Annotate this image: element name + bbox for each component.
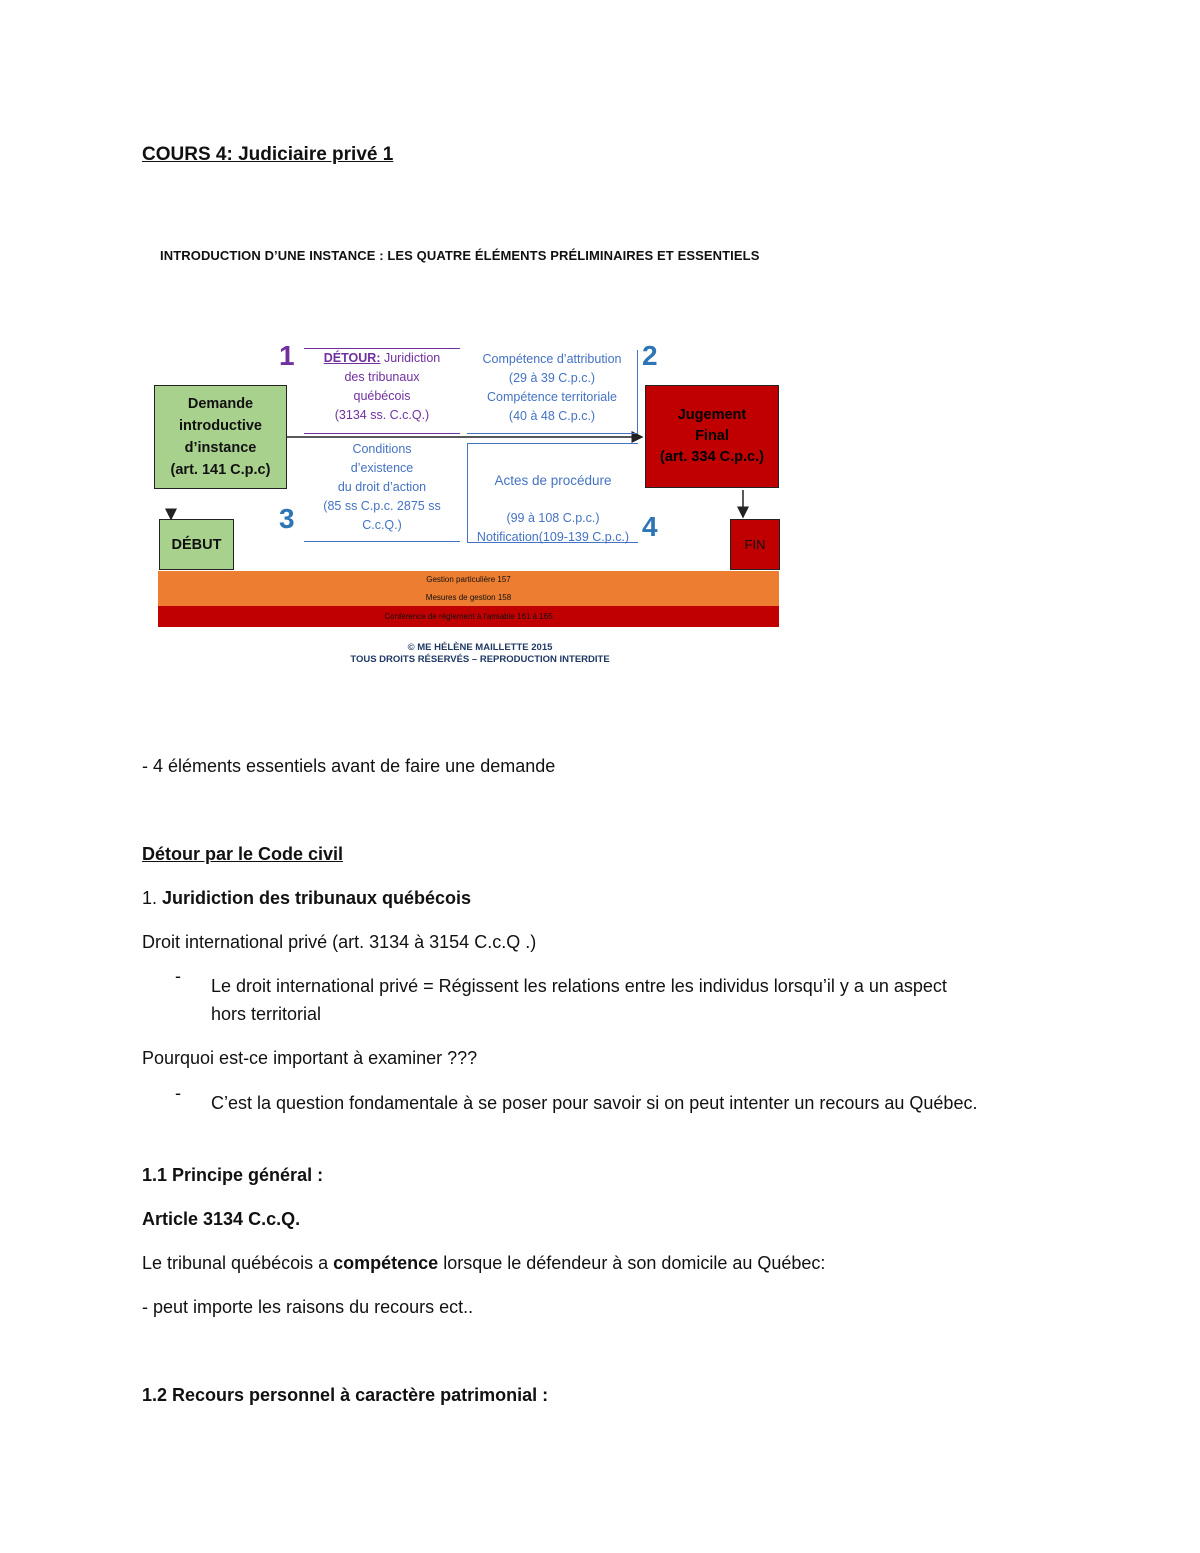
band-mesures-gestion: Mesures de gestion 158 xyxy=(158,588,779,606)
band-conference-reglement: Conférence de règlement à l'amiable 161 à 165 xyxy=(158,606,779,627)
debut-box: DÉBUT xyxy=(159,519,234,570)
bullet-mark-2: - xyxy=(175,1083,181,1103)
competence-line-a: Le tribunal québécois a xyxy=(142,1253,334,1273)
heading-1-text: Juridiction des tribunaux québécois xyxy=(162,888,472,908)
panel-juridiction-text: Juridiction des tribunaux québécois (3134 ss. C.c.Q.) xyxy=(334,351,441,422)
panel-actes-refs: (99 à 108 C.p.c.) Notification(109-139 C.p.c.) xyxy=(476,511,630,544)
panel-juridiction xyxy=(304,348,460,434)
bullet-1-line-a: Le droit international privé = Régissent les relations entre les individus lorsqu’il y a un aspect xyxy=(211,976,947,996)
panel-actes-title: Actes de procédure xyxy=(494,473,612,488)
peu-importe-line: - peut importe les raisons du recours ect.. xyxy=(142,1297,474,1317)
step-number-3: 3 xyxy=(279,503,295,534)
question-line: Pourquoi est-ce important à examiner ??? xyxy=(142,1048,478,1068)
intro-line: - 4 éléments essentiels avant de faire une demande xyxy=(142,756,556,776)
bullet-2: C’est la question fondamentale à se poser pour savoir si on peut intenter un recours au Québec. xyxy=(211,1093,978,1113)
bullet-1-line-b: hors territorial xyxy=(211,1004,322,1024)
heading-1-number: 1. xyxy=(142,888,163,908)
panel-conditions: Conditions d’existence du droit d’action (85 ss C.p.c. 2875 ss C.c.Q.) xyxy=(304,440,460,542)
jugement-box: Jugement Final (art. 334 C.p.c.) xyxy=(645,385,779,488)
dip-line: Droit international privé (art. 3134 à 3154 C.c.Q .) xyxy=(142,932,537,952)
competence-keyword: compétence xyxy=(333,1253,439,1273)
panel-actes xyxy=(467,443,638,543)
diagram-title: INTRODUCTION D’UNE INSTANCE : LES QUATRE ÉLÉMENTS PRÉLIMINAIRES ET ESSENTIELS xyxy=(160,248,760,263)
band-gestion-particuliere: Gestion particulière 157 xyxy=(158,571,779,588)
article-heading: Article 3134 C.c.Q. xyxy=(142,1209,301,1229)
heading-1-2: 1.2 Recours personnel à caractère patrimonial : xyxy=(142,1385,549,1405)
heading-detour: Détour par le Code civil xyxy=(142,844,344,864)
bullet-mark-1: - xyxy=(175,966,181,986)
heading-1 xyxy=(142,885,471,911)
panel-competence: Compétence d’attribution (29 à 39 C.p.c.) Compétence territoriale (40 à 48 C.p.c.) xyxy=(467,350,638,434)
demande-box: Demande introductive d’instance (art. 141 C.p.c) xyxy=(154,385,287,489)
document-title: COURS 4: Judiciaire privé 1 xyxy=(142,144,394,165)
competence-line xyxy=(142,1250,825,1276)
panel-juridiction-head: DÉTOUR: xyxy=(323,351,381,365)
step-number-4: 4 xyxy=(642,511,658,542)
diagram-copyright: © ME HÉLÈNE MAILLETTE 2015 TOUS DROITS RÉSERVÉS – REPRODUCTION INTERDITE xyxy=(350,642,610,665)
fin-box: FIN xyxy=(730,519,780,570)
step-number-2: 2 xyxy=(642,340,658,371)
competence-line-c: lorsque le défendeur à son domicile au Québec: xyxy=(438,1253,826,1273)
heading-1-1: 1.1 Principe général : xyxy=(142,1165,324,1185)
step-number-1: 1 xyxy=(279,340,295,371)
